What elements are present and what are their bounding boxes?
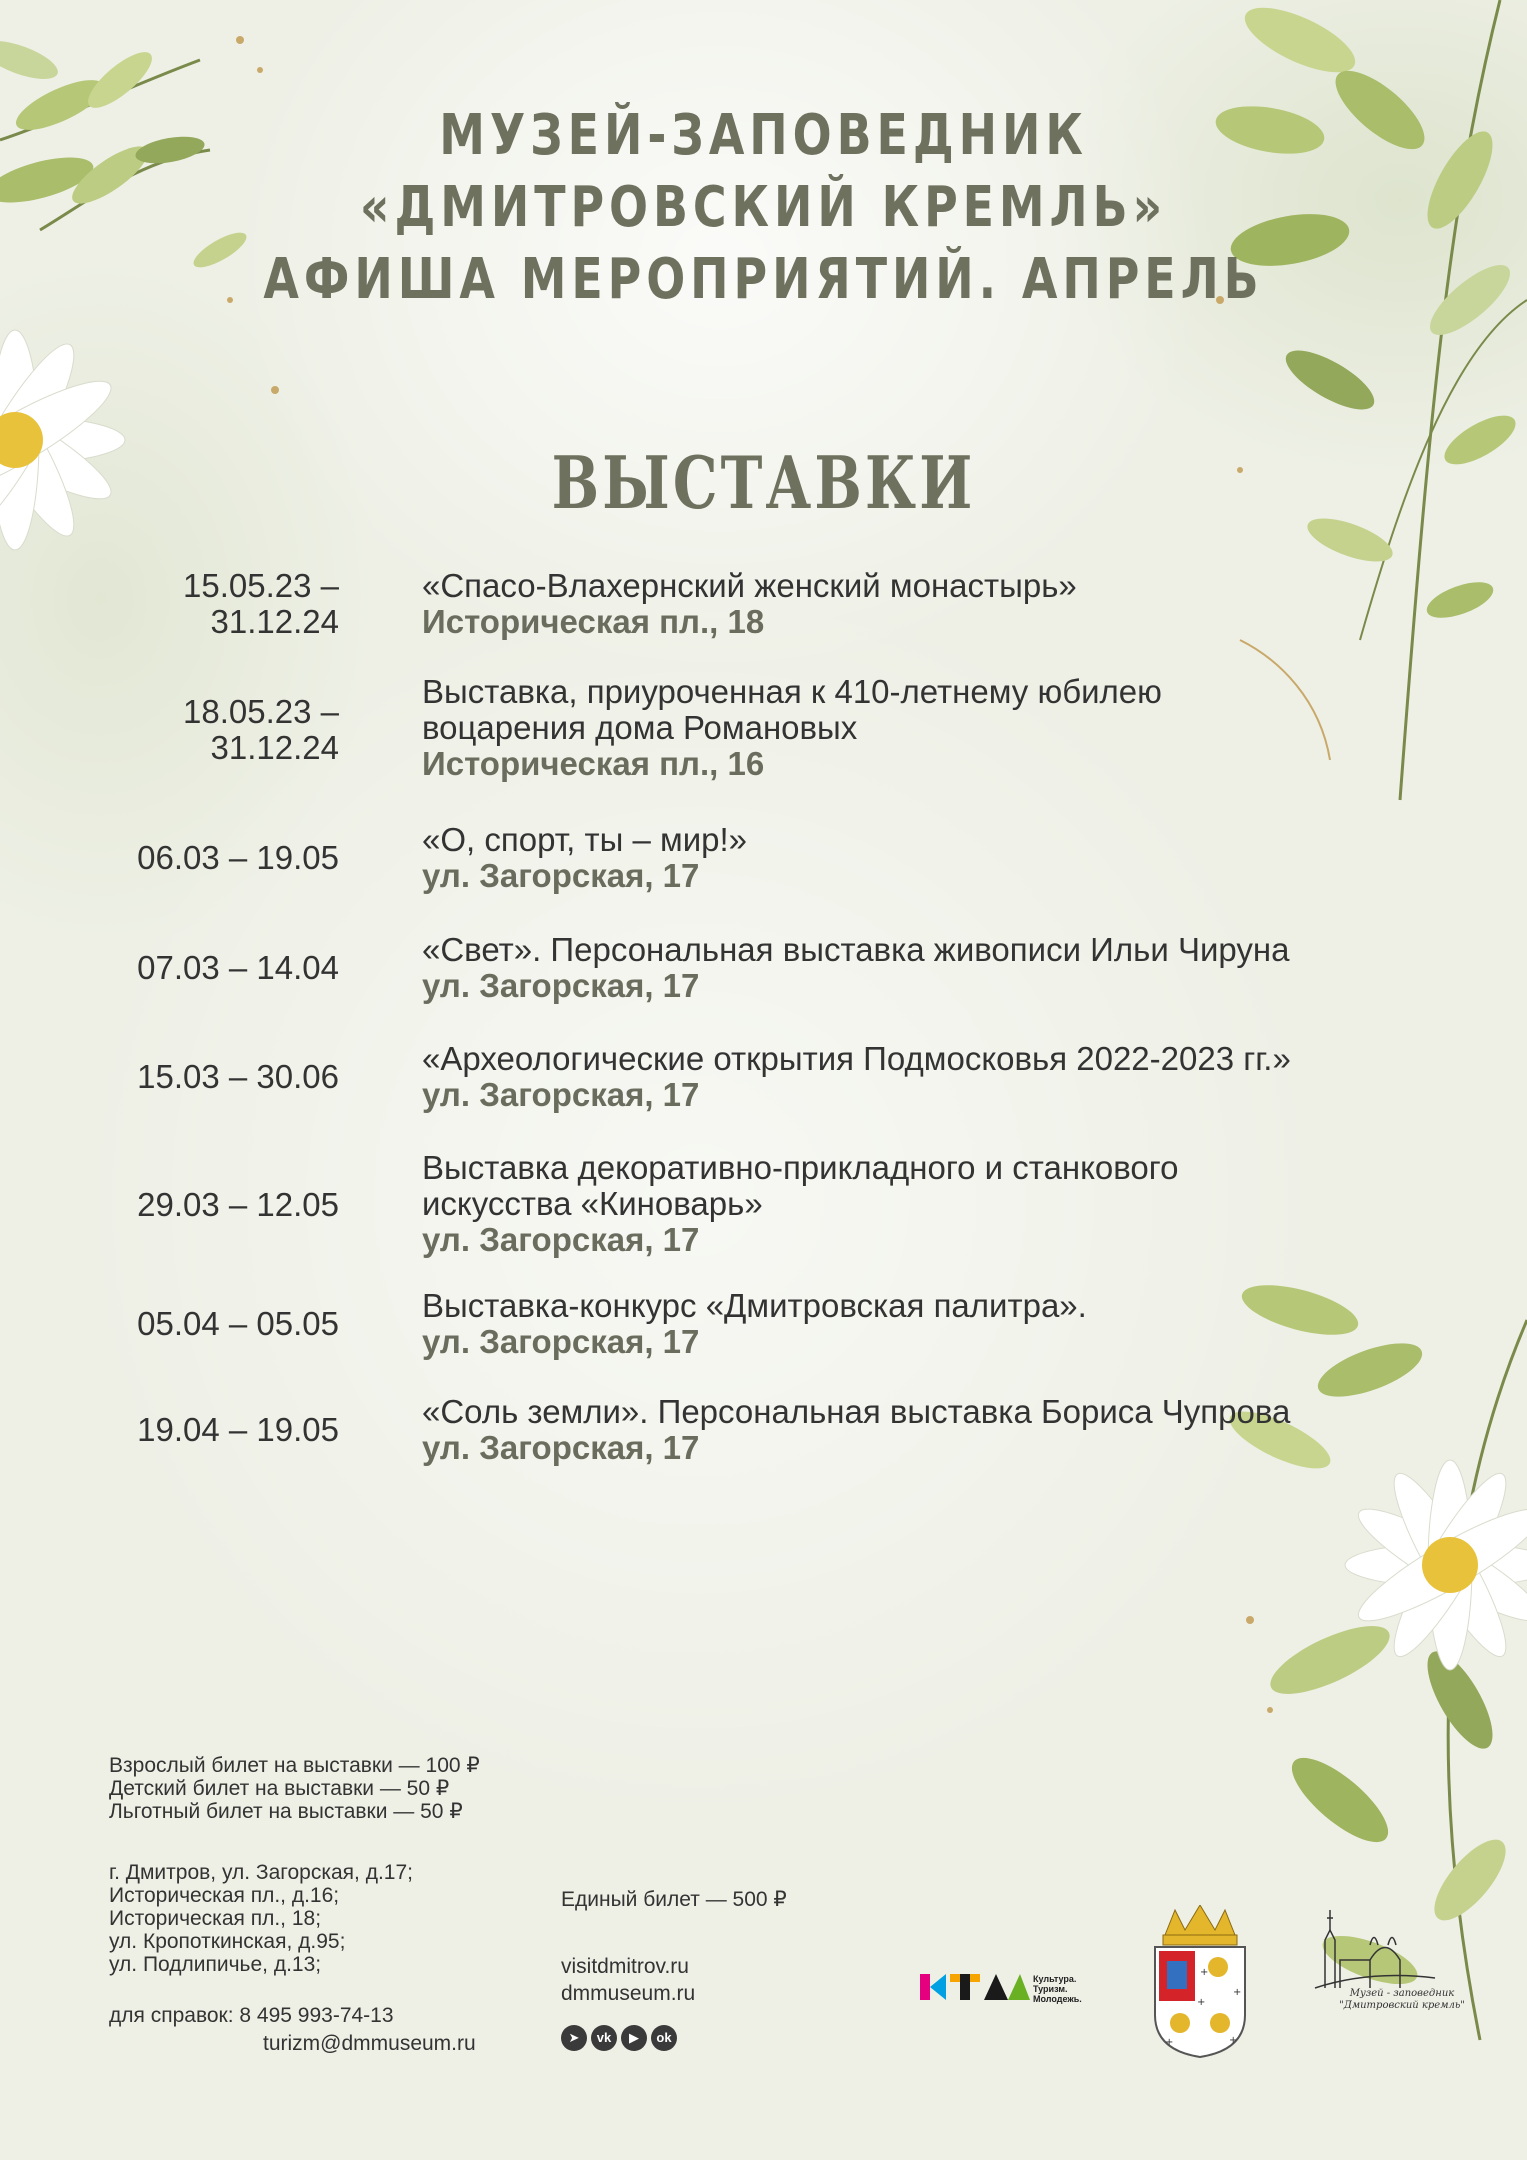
section-title: ВЫСТАВКИ (551, 440, 976, 525)
social-icons (561, 2025, 681, 2051)
header-line-3: АФИША МЕРОПРИЯТИЙ. АПРЕЛЬ (263, 247, 1264, 312)
youtube-icon[interactable]: ▶ (621, 2025, 647, 2051)
svg-text:+: + (1229, 2035, 1238, 2046)
ticket-adult: Взрослый билет на выставки — 100 ₽ (109, 1754, 480, 1777)
event-address: Историческая пл., 16 (422, 745, 765, 782)
header-line-1: МУЗЕЙ-ЗАПОВЕДНИК (439, 103, 1088, 168)
event-title: «Соль земли». Персональная выставка Бориса Чупрова (422, 1393, 1291, 1430)
event-title: «Спасо-Влахернский женский монастырь» (422, 567, 1077, 604)
event-date: 15.05.23 – 31.12.24 (183, 567, 339, 640)
contact-phone: для справок: 8 495 993-74-13 (109, 2004, 394, 2027)
event-date: 29.03 – 12.05 (137, 1186, 339, 1223)
ticket-child: Детский билет на выставки — 50 ₽ (109, 1777, 450, 1800)
telegram-icon[interactable]: ➤ (561, 2025, 587, 2051)
event-date: 18.05.23 – 31.12.24 (183, 693, 339, 766)
kultura-text-3: Молодежь. (1033, 1994, 1082, 2004)
kultura-text-1: Культура. (1033, 1974, 1077, 1984)
svg-text:+: + (1233, 1987, 1242, 1998)
museum-caption-2: "Дмитровский кремль" (1339, 2000, 1465, 2011)
event-address: ул. Загорская, 17 (422, 1076, 700, 1113)
address-line: ул. Кропоткинская, д.95; (109, 1930, 346, 1953)
event-title: Выставка декоративно-прикладного и станкового (422, 1149, 1179, 1186)
vk-icon[interactable]: vk (591, 2025, 617, 2051)
event-address: ул. Загорская, 17 (422, 1323, 700, 1360)
event-date: 06.03 – 19.05 (137, 839, 339, 876)
svg-text:+: + (1165, 2037, 1174, 2048)
event-title: «Свет». Персональная выставка живописи Ильи Чируна (422, 931, 1290, 968)
event-title: Выставка, приуроченная к 410-летнему юбилею (422, 673, 1162, 710)
event-address: Историческая пл., 18 (422, 603, 765, 640)
svg-text:+: + (1200, 1967, 1209, 1978)
event-address: ул. Загорская, 17 (422, 857, 700, 894)
event-title: «О, спорт, ты – мир!» (422, 821, 748, 858)
event-date: 05.04 – 05.05 (137, 1305, 339, 1342)
event-address: ул. Загорская, 17 (422, 1221, 700, 1258)
kultura-logo-mark (920, 1970, 1030, 2004)
event-date: 19.04 – 19.05 (137, 1411, 339, 1448)
contact-email[interactable]: turizm@dmmuseum.ru (263, 2032, 476, 2055)
odnoklassniki-icon[interactable]: ok (651, 2025, 677, 2051)
page-header (0, 100, 1527, 316)
coat-of-arms-logo (1145, 1905, 1255, 2060)
address-line: ул. Подлипичье, д.13; (109, 1953, 322, 1976)
event-title-line2: воцарения дома Романовых (422, 709, 858, 746)
website-visitdmitrov[interactable]: visitdmitrov.ru (561, 1955, 689, 1978)
event-title: Выставка-конкурс «Дмитровская палитра». (422, 1287, 1087, 1324)
ticket-reduced: Льготный билет на выставки — 50 ₽ (109, 1800, 463, 1823)
ticket-prices (109, 1754, 480, 1823)
address-line: г. Дмитров, ул. Загорская, д.17; (109, 1861, 413, 1884)
address-line: Историческая пл., д.16; (109, 1884, 340, 1907)
kremlin-drawing-icon (1310, 1900, 1440, 1990)
address-list (109, 1861, 413, 1976)
svg-text:+: + (1197, 1997, 1206, 2008)
kultura-logo (920, 1970, 1082, 2009)
event-title: «Археологические открытия Подмосковья 2022-2023 гг.» (422, 1040, 1291, 1077)
event-address: ул. Загорская, 17 (422, 1429, 700, 1466)
address-line: Историческая пл., 18; (109, 1907, 322, 1930)
ticket-single: Единый билет — 500 ₽ (561, 1888, 787, 1911)
event-date: 07.03 – 14.04 (137, 949, 339, 986)
website-dmmuseum[interactable]: dmmuseum.ru (561, 1982, 696, 2005)
kultura-text-2: Туризм. (1033, 1984, 1068, 1994)
event-address: ул. Загорская, 17 (422, 967, 700, 1004)
event-date: 15.03 – 30.06 (137, 1058, 339, 1095)
event-title-line2: искусства «Киноварь» (422, 1185, 763, 1222)
header-line-2: «ДМИТРОВСКИЙ КРЕМЛЬ» (359, 175, 1168, 240)
museum-caption-1: Музей - заповедник (1349, 1988, 1455, 1999)
